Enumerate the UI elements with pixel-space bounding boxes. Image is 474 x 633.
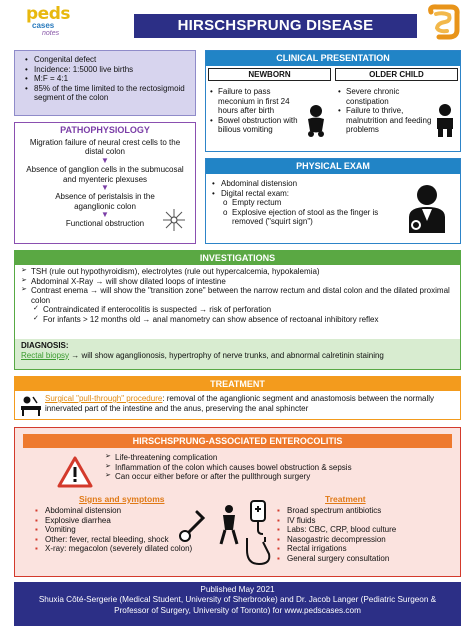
- older-child-item: • Failure to thrive, malnutrition and feeding problems: [338, 106, 434, 135]
- arrow-down-icon: ▼: [101, 210, 109, 220]
- diagnosis-panel: [15, 339, 460, 369]
- sign-item: ▪ Other: fever, rectal bleeding, shock: [35, 535, 235, 545]
- treatment-item: ▪ IV fluids: [277, 516, 457, 526]
- exam-item: • Abdominal distension: [212, 179, 402, 189]
- sign-item: ▪ Abdominal distension: [35, 506, 235, 516]
- investigation-item: ➢ Abdominal X-Ray → will show dilated loops of intestine: [21, 277, 454, 287]
- published-date: Published May 2021: [200, 585, 275, 594]
- signs-title: Signs and symptoms: [79, 494, 165, 504]
- patho-step: Functional obstruction: [65, 219, 145, 229]
- abdominal-pain-icon: [215, 504, 243, 546]
- treatment-item: ▪ Broad spectrum antibiotics: [277, 506, 457, 516]
- patho-step: Absence of ganglion cells in the submucosal and myenteric plexuses: [26, 164, 184, 184]
- treatment-subtitle: Treatment: [325, 494, 366, 504]
- intro-facts: [14, 50, 196, 116]
- enterocolitis-treatment-list: [277, 506, 457, 564]
- treatment-box: [14, 376, 461, 420]
- physical-exam-list: [212, 179, 402, 227]
- investigation-subitem: ✓ For infants > 12 months old → anal manometry can show absence of rectoanal inhibitory reflex: [21, 315, 454, 325]
- intestine-icon: [425, 4, 461, 40]
- logo-cases-text: cases: [32, 21, 55, 31]
- sign-item: ▪ Vomiting: [35, 525, 235, 535]
- investigations-list: [15, 265, 460, 327]
- author-credits: Shuxia Côté-Sergerie (Medical Student, University of Sherbrooke) and Dr. Jacob Langer (Pediatric Surgeon & Professor of Surgery, University of Toronto) for www.pedscases.com: [38, 595, 437, 615]
- pedscases-logo[interactable]: [26, 4, 76, 42]
- pull-through-link[interactable]: Surgical "pull-through" procedure: [45, 394, 163, 403]
- patho-step: Absence of peristalsis in the aganglionic colon: [55, 192, 155, 211]
- child-icon: [434, 103, 456, 137]
- arrow-down-icon: ▼: [101, 183, 109, 193]
- diagnosis-label: DIAGNOSIS:: [21, 341, 69, 350]
- warning-icon: [57, 456, 93, 488]
- patho-step: Migration failure of neural crest cells to the distal colon: [29, 137, 181, 157]
- doctor-icon: [402, 183, 452, 235]
- investigations-title: INVESTIGATIONS: [15, 251, 460, 265]
- exam-subitem: o Empty rectum: [212, 198, 402, 208]
- newborn-header: NEWBORN: [208, 68, 331, 81]
- enterocolitis-item: ➢ Inflammation of the colon which causes bowel obstruction & sepsis: [105, 463, 352, 473]
- enterocolitis-item: ➢ Life-threatening complication: [105, 453, 352, 463]
- clinical-headers: [206, 66, 460, 81]
- thermometer-icon: [175, 508, 209, 542]
- footer: [14, 582, 461, 626]
- sign-item: ▪ Explosive diarrhea: [35, 516, 235, 526]
- investigation-subitem: ✓ Contraindicated if enterocolitis is suspected → risk of perforation: [21, 305, 454, 315]
- treatment-text: [45, 394, 456, 413]
- neuron-icon: [161, 207, 187, 233]
- fact-item: • M:F = 4:1: [25, 74, 189, 84]
- logo-notes-text: notes: [42, 29, 60, 37]
- fact-item: • Incidence: 1:5000 live births: [25, 65, 189, 75]
- arrow-down-icon: ▼: [101, 155, 109, 165]
- rectal-biopsy-link[interactable]: Rectal biopsy: [21, 350, 70, 360]
- older-child-item: • Severe chronic constipation: [338, 87, 434, 106]
- treatment-description: : removal of the aganglionic segment and anastomosis between the normally innervated part of the intestine and the anus, preserving the anal sphincter: [45, 394, 435, 413]
- treatment-title: TREATMENT: [15, 377, 460, 391]
- exam-item: • Digital rectal exam:: [212, 189, 402, 199]
- treatment-item: ▪ Rectal irrigations: [277, 544, 457, 554]
- enterocolitis-box: [14, 427, 461, 577]
- diagnosis-text: → will show aganglionosis, hypertrophy of nerve trunks, and abnormal calretinin staining: [69, 350, 384, 360]
- clinical-presentation-title: CLINICAL PRESENTATION: [206, 51, 460, 66]
- exam-subitem: o Explosive ejection of stool as the finger is removed ("squirt sign"): [212, 208, 402, 227]
- older-child-list: [338, 87, 434, 135]
- treatment-item: ▪ Nasogastric decompression: [277, 535, 457, 545]
- baby-icon: [304, 103, 328, 137]
- treatment-item: ▪ Labs: CBC, CRP, blood culture: [277, 525, 457, 535]
- fact-item: • Congenital defect: [25, 55, 189, 65]
- investigation-item: ➢ Contrast enema → will show the "transition zone" between the narrow rectum and distal colon and the dilated proximal colon: [21, 286, 454, 305]
- page-title: HIRSCHSPRUNG DISEASE: [134, 14, 417, 38]
- enterocolitis-list: [105, 453, 352, 482]
- older-child-header: OLDER CHILD: [335, 68, 458, 81]
- newborn-list: [210, 87, 308, 135]
- newborn-item: • Bowel obstruction with bilious vomiting: [210, 116, 308, 135]
- pathophysiology-title: PATHOPHYSIOLOGY: [60, 125, 150, 135]
- newborn-item: • Failure to pass meconium in first 24 hours after birth: [210, 87, 308, 116]
- sign-item: ▪ X-ray: megacolon (severely dilated colon): [35, 544, 235, 554]
- physical-exam-title: PHYSICAL EXAM: [206, 159, 460, 174]
- treatment-item: ▪ General surgery consultation: [277, 554, 457, 564]
- investigations-box: [14, 250, 461, 370]
- investigation-item: ➢ TSH (rule out hypothyroidism), electrolytes (rule out hypercalcemia, hypokalemia): [21, 267, 454, 277]
- stomach-icon: [241, 536, 275, 568]
- clinical-presentation-box: [205, 50, 461, 152]
- surgery-icon: [19, 395, 43, 417]
- fact-item: • 85% of the time limited to the rectosigmoid segment of the colon: [25, 84, 189, 103]
- pathophysiology-box: [14, 122, 196, 244]
- enterocolitis-title: HIRSCHSPRUNG-ASSOCIATED ENTEROCOLITIS: [23, 434, 452, 448]
- enterocolitis-item: ➢ Can occur either before or after the pullthrough surgery: [105, 472, 352, 482]
- iv-bag-icon: [245, 498, 271, 536]
- logo-peds-text: peds: [26, 4, 70, 24]
- physical-exam-box: [205, 158, 461, 244]
